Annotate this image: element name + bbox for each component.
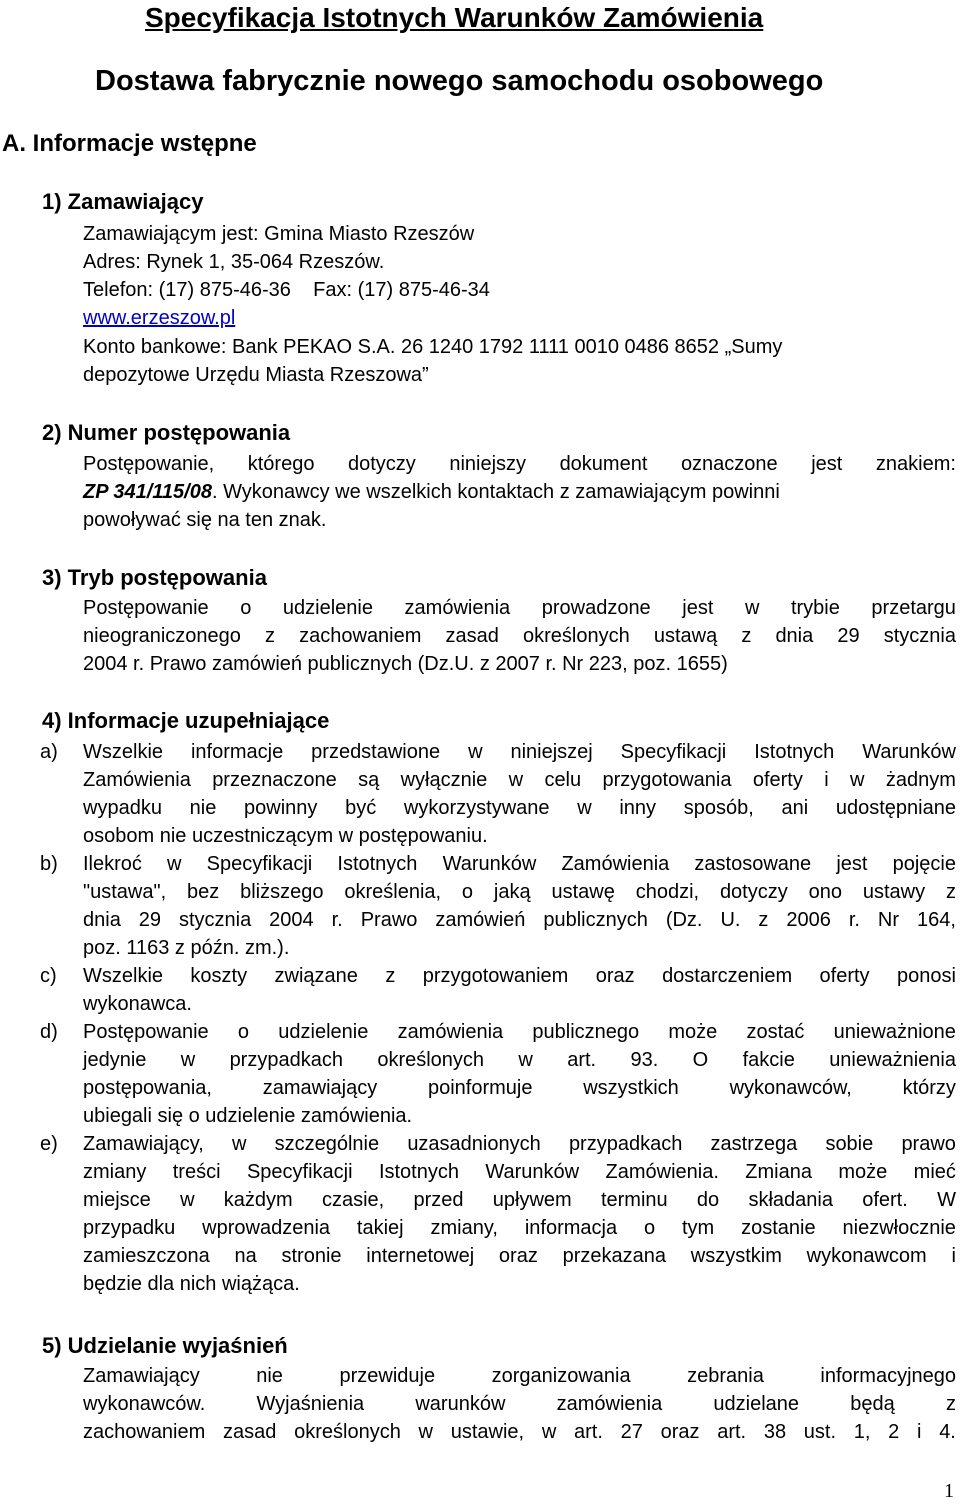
word: Warunków bbox=[862, 741, 956, 763]
word: zostanie bbox=[741, 1217, 816, 1239]
word: uzasadnionych bbox=[407, 1133, 541, 1155]
word: art. bbox=[717, 1421, 747, 1443]
word: terminu bbox=[600, 1189, 668, 1211]
word: o bbox=[237, 1021, 250, 1043]
word: udzielenie bbox=[282, 597, 373, 619]
word: dnia bbox=[775, 625, 814, 647]
list-item-line-text bbox=[83, 1245, 956, 1268]
word: Warunków bbox=[485, 1161, 580, 1183]
word: i bbox=[824, 769, 829, 791]
word: ustawy bbox=[862, 881, 926, 903]
s2-line bbox=[83, 481, 780, 504]
list-item-line-text bbox=[83, 1161, 956, 1184]
word: jest bbox=[682, 597, 714, 619]
word: składania bbox=[748, 1189, 833, 1211]
word: znakiem: bbox=[875, 453, 956, 475]
s2-line-rest: . Wykonawcy we wszelkich kontaktach z zamawiającym powinni bbox=[211, 481, 780, 503]
document-subtitle: Dostawa fabrycznie nowego samochodu osobowego bbox=[95, 65, 824, 97]
word: ust. bbox=[803, 1421, 837, 1443]
list-item-line-text bbox=[83, 1077, 956, 1100]
word: r. bbox=[331, 909, 343, 931]
list-item-line-text bbox=[83, 1133, 956, 1156]
word: udzielane bbox=[713, 1393, 800, 1415]
word: ono bbox=[808, 881, 842, 903]
word: być bbox=[345, 797, 377, 819]
word: bez bbox=[186, 881, 220, 903]
word: mieć bbox=[913, 1161, 956, 1183]
list-item-line: wykonawca. bbox=[83, 993, 192, 1015]
word: dokument bbox=[559, 453, 648, 475]
word: w bbox=[541, 1421, 557, 1443]
word: dostarczeniem bbox=[662, 965, 793, 987]
list-item-line: osobom nie uczestniczącym w postępowaniu. bbox=[83, 825, 488, 847]
word: zamieszczona bbox=[83, 1245, 210, 1267]
word: z bbox=[385, 965, 396, 987]
word: wykorzystywane bbox=[403, 797, 550, 819]
word: zamówienia bbox=[556, 1393, 663, 1415]
bank-account-line: depozytowe Urzędu Miasta Rzeszowa” bbox=[83, 364, 429, 386]
list-item-line-text bbox=[83, 965, 956, 988]
word: Nr bbox=[877, 909, 899, 931]
word: poinformuje bbox=[427, 1077, 533, 1099]
word: przygotowaniem bbox=[422, 965, 569, 987]
word: r. bbox=[848, 909, 860, 931]
word: szczególnie bbox=[274, 1133, 380, 1155]
list-item-line-text bbox=[83, 1189, 956, 1212]
word: w bbox=[744, 597, 760, 619]
word: z bbox=[265, 625, 276, 647]
word: przetargu bbox=[871, 597, 956, 619]
word: 2004 bbox=[269, 909, 314, 931]
list-item-line-text bbox=[83, 1217, 956, 1240]
section-3-heading: 3) Tryb postępowania bbox=[42, 565, 267, 590]
word: nie bbox=[189, 797, 217, 819]
word: o bbox=[643, 1217, 656, 1239]
word: przypadku bbox=[83, 1217, 176, 1239]
word: może bbox=[668, 1021, 718, 1043]
s3-line-text bbox=[83, 597, 956, 620]
word: treści bbox=[172, 1161, 221, 1183]
word: wszystkich bbox=[583, 1077, 679, 1099]
word: przed bbox=[413, 1189, 464, 1211]
word: zebrania bbox=[687, 1365, 764, 1387]
word: Zamawiający, bbox=[83, 1133, 204, 1155]
word: którego bbox=[247, 453, 315, 475]
word: miejsce bbox=[83, 1189, 151, 1211]
word: zmiany bbox=[83, 1161, 147, 1183]
word: unieważnione bbox=[833, 1021, 956, 1043]
word: zorganizowania bbox=[491, 1365, 631, 1387]
word: zamówień bbox=[435, 909, 526, 931]
word: takiej bbox=[356, 1217, 404, 1239]
word: w bbox=[231, 1133, 247, 1155]
word: wykonawcom bbox=[806, 1245, 927, 1267]
word: tym bbox=[682, 1217, 715, 1239]
word: powinny bbox=[244, 797, 318, 819]
word: wykonawców, bbox=[729, 1077, 852, 1099]
word: Specyfikacji bbox=[206, 853, 313, 875]
word: publicznych bbox=[543, 909, 648, 931]
s5-line-text bbox=[83, 1421, 956, 1444]
word: ani bbox=[781, 797, 809, 819]
word: chodzi, bbox=[635, 881, 700, 903]
word: informacje bbox=[190, 741, 284, 763]
list-item-line-text bbox=[83, 797, 956, 820]
word: U. bbox=[720, 909, 741, 931]
word: o bbox=[240, 597, 252, 619]
word: nieograniczonego bbox=[83, 625, 241, 647]
word: 164, bbox=[916, 909, 956, 931]
section-2-heading: 2) Numer postępowania bbox=[42, 420, 291, 445]
word: Istotnych bbox=[754, 741, 835, 763]
word: w bbox=[418, 1421, 433, 1443]
word: w bbox=[508, 769, 524, 791]
list-item-line bbox=[83, 797, 956, 820]
list-item-line-text bbox=[83, 1021, 956, 1044]
list-item-line-text bbox=[83, 741, 956, 764]
list-item-line bbox=[83, 1049, 956, 1072]
word: będą bbox=[850, 1393, 895, 1415]
word: i bbox=[917, 1421, 922, 1443]
word: z bbox=[945, 1393, 956, 1415]
list-item-line-text bbox=[83, 909, 956, 932]
list-item-line bbox=[83, 1161, 956, 1184]
word: oferty bbox=[752, 769, 803, 791]
word: Zmiana bbox=[745, 1161, 812, 1183]
word: określonych bbox=[377, 1049, 485, 1071]
word: określenia, bbox=[344, 881, 442, 903]
s5-line bbox=[83, 1393, 956, 1416]
word: dotyczy bbox=[347, 453, 416, 475]
list-item-line bbox=[83, 881, 956, 904]
word: stronie bbox=[281, 1245, 342, 1267]
word: oznaczone bbox=[680, 453, 778, 475]
list-item-line bbox=[83, 1245, 956, 1268]
word: określonych bbox=[294, 1421, 401, 1443]
s1-line: Adres: Rynek 1, 35-064 Rzeszów. bbox=[83, 251, 385, 273]
word: Istotnych bbox=[378, 1161, 459, 1183]
word: przygotowania bbox=[602, 769, 732, 791]
word: z bbox=[945, 881, 956, 903]
word: wyłącznie bbox=[400, 769, 488, 791]
word: publicznego bbox=[532, 1021, 640, 1043]
word: prowadzone bbox=[541, 597, 651, 619]
word: zastrzega bbox=[710, 1133, 798, 1155]
word: 38 bbox=[763, 1421, 787, 1443]
list-item-line-text bbox=[83, 881, 956, 904]
list-item-line bbox=[83, 1077, 956, 1100]
word: w bbox=[180, 1189, 195, 1211]
word: są bbox=[358, 769, 380, 791]
s1-line: Telefon: (17) 875-46-36 Fax: (17) 875-46-34 bbox=[83, 279, 490, 301]
word: o bbox=[461, 881, 474, 903]
word: jaką bbox=[493, 881, 531, 903]
word: upływem bbox=[492, 1189, 572, 1211]
s5-line bbox=[83, 1421, 956, 1444]
word: Warunków bbox=[442, 853, 537, 875]
word: i bbox=[951, 1245, 956, 1267]
word: przypadkach bbox=[229, 1049, 343, 1071]
list-item-line-text bbox=[83, 853, 956, 876]
word: Zamówienia bbox=[561, 853, 670, 875]
word: niniejszy bbox=[449, 453, 527, 475]
word: w bbox=[167, 853, 182, 875]
word: ofert. bbox=[862, 1189, 908, 1211]
word: dnia bbox=[83, 909, 121, 931]
word: sposób, bbox=[683, 797, 754, 819]
list-item-line bbox=[83, 1217, 956, 1240]
word: niniejszej bbox=[510, 741, 593, 763]
list-item-line bbox=[83, 1189, 956, 1212]
word: bliższego bbox=[240, 881, 324, 903]
document-title: Specyfikacja Istotnych Warunków Zamówienia bbox=[145, 2, 764, 33]
list-item-label: b) bbox=[40, 853, 58, 875]
word: jest bbox=[836, 853, 868, 875]
word: sobie bbox=[825, 1133, 874, 1155]
word: celu bbox=[544, 769, 582, 791]
word: w bbox=[850, 769, 865, 791]
word: prawo bbox=[901, 1133, 956, 1155]
word: Specyfikacji bbox=[620, 741, 727, 763]
list-item-label: c) bbox=[40, 965, 57, 987]
word: zachowaniem bbox=[299, 625, 422, 647]
list-item-line bbox=[83, 1021, 956, 1044]
word: trybie bbox=[790, 597, 840, 619]
word: oraz bbox=[595, 965, 635, 987]
word: jedynie bbox=[83, 1049, 147, 1071]
word: udostępniane bbox=[835, 797, 956, 819]
word: koszty bbox=[190, 965, 248, 987]
word: fakcie bbox=[742, 1049, 795, 1071]
word: z bbox=[758, 909, 769, 931]
word: zachowaniem bbox=[83, 1421, 206, 1443]
word: zmiany, bbox=[430, 1217, 498, 1239]
word: udzielenie bbox=[278, 1021, 369, 1043]
page-number: 1 bbox=[944, 1480, 954, 1502]
word: internetowej bbox=[366, 1245, 475, 1267]
list-item-line-text bbox=[83, 769, 956, 792]
s5-line-text bbox=[83, 1365, 956, 1388]
word: może bbox=[838, 1161, 888, 1183]
word: stycznia bbox=[178, 909, 252, 931]
word: (Dz. bbox=[665, 909, 703, 931]
word: 29 bbox=[837, 625, 860, 647]
word: wszystkim bbox=[690, 1245, 782, 1267]
word: Wyjaśnienia bbox=[256, 1393, 365, 1415]
word: w bbox=[577, 797, 592, 819]
word: oferty bbox=[819, 965, 870, 987]
s2-line-text bbox=[83, 453, 956, 476]
section-a-heading: A. Informacje wstępne bbox=[2, 130, 257, 157]
word: 1, bbox=[853, 1421, 871, 1443]
word: Specyfikacji bbox=[246, 1161, 353, 1183]
list-item-line bbox=[83, 769, 956, 792]
word: Wszelkie bbox=[83, 741, 164, 763]
word: do bbox=[696, 1189, 720, 1211]
word: zasad bbox=[445, 625, 499, 647]
list-item-label: e) bbox=[40, 1133, 58, 1155]
word: zamówienia bbox=[397, 1021, 504, 1043]
word: przewiduje bbox=[339, 1365, 436, 1387]
word: warunków bbox=[415, 1393, 506, 1415]
word: w bbox=[518, 1049, 533, 1071]
s2-line: powoływać się na ten znak. bbox=[83, 509, 327, 531]
word: postępowania, bbox=[83, 1077, 212, 1099]
word: Ilekroć bbox=[83, 853, 142, 875]
s1-line: Zamawiającym jest: Gmina Miasto Rzeszów bbox=[83, 223, 475, 245]
word: nie bbox=[256, 1365, 283, 1387]
word: zasad bbox=[223, 1421, 277, 1443]
word: 29 bbox=[138, 909, 162, 931]
list-item-label: a) bbox=[40, 741, 58, 763]
word: Zamówienia. bbox=[605, 1161, 719, 1183]
word: czasie, bbox=[321, 1189, 385, 1211]
word: zamawiający bbox=[262, 1077, 378, 1099]
word: na bbox=[234, 1245, 257, 1267]
word: stycznia bbox=[883, 625, 956, 647]
word: 4. bbox=[939, 1421, 956, 1443]
word: Zamawiający bbox=[83, 1365, 200, 1387]
list-item-line bbox=[83, 909, 956, 932]
word: 93. bbox=[630, 1049, 659, 1071]
word: z bbox=[741, 625, 752, 647]
word: Zamówienia bbox=[83, 769, 191, 791]
word: zastosowane bbox=[694, 853, 812, 875]
s3-line bbox=[83, 625, 956, 648]
word: wypadku bbox=[83, 797, 162, 819]
s3-line-text bbox=[83, 625, 956, 648]
word: w bbox=[468, 741, 483, 763]
word: przypadkach bbox=[568, 1133, 683, 1155]
word: zostać bbox=[746, 1021, 805, 1043]
list-item-label: d) bbox=[40, 1021, 58, 1043]
word: Postępowanie bbox=[83, 1021, 209, 1043]
word: dotyczy bbox=[719, 881, 788, 903]
s3-line: 2004 r. Prawo zamówień publicznych (Dz.U. z 2007 r. Nr 223, poz. 1655) bbox=[83, 653, 728, 675]
word: żadnym bbox=[885, 769, 956, 791]
list-item-line-text bbox=[83, 1049, 956, 1072]
word: jest bbox=[811, 453, 843, 475]
word: Postępowanie bbox=[83, 597, 209, 619]
word: którzy bbox=[902, 1077, 956, 1099]
word: określonych bbox=[523, 625, 630, 647]
word: niezwłocznie bbox=[842, 1217, 956, 1239]
bank-account-line: Konto bankowe: Bank PEKAO S.A. 26 1240 1792 1111 0010 0486 8652 „Sumy bbox=[83, 336, 783, 358]
section-1-heading: 1) Zamawiający bbox=[42, 189, 204, 214]
list-item-line bbox=[83, 1133, 956, 1156]
word: zamówienia bbox=[404, 597, 511, 619]
list-item-line bbox=[83, 965, 956, 988]
s3-line bbox=[83, 597, 956, 620]
word: przeznaczone bbox=[212, 769, 337, 791]
word: ustawie, bbox=[450, 1421, 525, 1443]
section-4-heading: 4) Informacje uzupełniające bbox=[42, 708, 330, 733]
word: O bbox=[692, 1049, 709, 1071]
word: wykonawców. bbox=[83, 1393, 206, 1415]
word: ponosi bbox=[896, 965, 956, 987]
word: W bbox=[937, 1189, 956, 1211]
word: w bbox=[180, 1049, 196, 1071]
word: art. bbox=[573, 1421, 603, 1443]
procedure-code: ZP 341/115/08 bbox=[83, 481, 212, 503]
word: unieważnienia bbox=[829, 1049, 956, 1071]
word: oraz bbox=[498, 1245, 538, 1267]
word: inny bbox=[619, 797, 657, 819]
section-5-heading: 5) Udzielanie wyjaśnień bbox=[42, 1333, 288, 1358]
word: 2006 bbox=[786, 909, 831, 931]
word: przekazana bbox=[562, 1245, 666, 1267]
word: 27 bbox=[620, 1421, 643, 1443]
word: informacyjnego bbox=[820, 1365, 956, 1387]
s5-line bbox=[83, 1365, 956, 1388]
word: każdym bbox=[223, 1189, 293, 1211]
word: Postępowanie, bbox=[83, 453, 215, 475]
word: oraz bbox=[660, 1421, 700, 1443]
word: przedstawione bbox=[311, 741, 441, 763]
word: ustawą bbox=[653, 625, 718, 647]
word: pojęcie bbox=[892, 853, 956, 875]
word: 2 bbox=[888, 1421, 900, 1443]
word: Istotnych bbox=[337, 853, 418, 875]
list-item-line: poz. 1163 z późn. zm.). bbox=[83, 937, 290, 959]
list-item-line bbox=[83, 853, 956, 876]
word: związane bbox=[274, 965, 358, 987]
s2-line bbox=[83, 453, 956, 476]
word: ustawę bbox=[551, 881, 615, 903]
list-item-line: ubiegali się o udzielenie zamówienia. bbox=[83, 1105, 413, 1127]
list-item-line: będzie dla nich wiążąca. bbox=[83, 1273, 300, 1295]
word: Prawo bbox=[360, 909, 418, 931]
word: informacja bbox=[524, 1217, 618, 1239]
word: Wszelkie bbox=[83, 965, 164, 987]
word: "ustawa", bbox=[83, 881, 167, 903]
word: art. bbox=[567, 1049, 597, 1071]
s5-line-text bbox=[83, 1393, 956, 1416]
website-link[interactable]: www.erzeszow.pl bbox=[83, 307, 236, 329]
word: wprowadzenia bbox=[202, 1217, 331, 1239]
list-item-line bbox=[83, 741, 956, 764]
